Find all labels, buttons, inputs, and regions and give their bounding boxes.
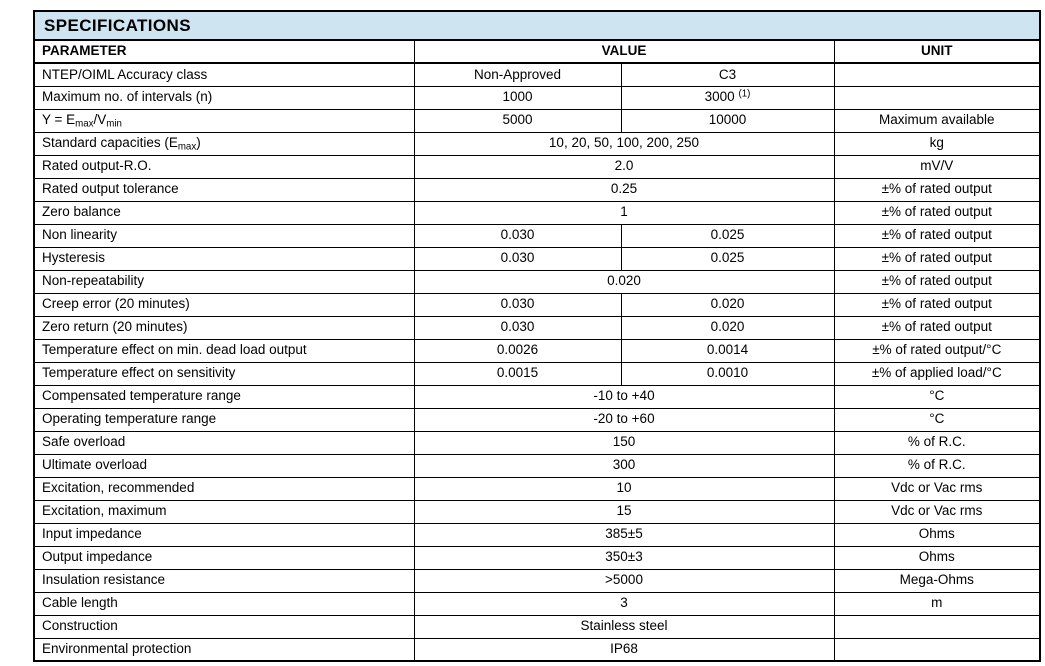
value-cell: 0.020: [621, 293, 834, 316]
unit-cell: ±% of rated output: [834, 270, 1040, 293]
value-cell: 0.0014: [621, 339, 834, 362]
table-row: [34, 270, 1040, 293]
value-cell: 2.0: [414, 155, 834, 178]
table-row: [34, 201, 1040, 224]
unit-cell: Vdc or Vac rms: [834, 500, 1040, 523]
table-row: [34, 132, 1040, 155]
parameter-cell: Ultimate overload: [34, 454, 414, 477]
value-cell: 0.020: [414, 270, 834, 293]
table-row: [34, 569, 1040, 592]
specifications-table: [33, 10, 1041, 662]
table-row: [34, 316, 1040, 339]
value-cell: 10000: [621, 109, 834, 132]
value-cell: 1000: [414, 86, 621, 109]
table-row: [34, 109, 1040, 132]
parameter-cell: Input impedance: [34, 523, 414, 546]
unit-cell: % of R.C.: [834, 431, 1040, 454]
table-row: [34, 339, 1040, 362]
parameter-cell: Rated output tolerance: [34, 178, 414, 201]
parameter-cell: Temperature effect on min. dead load output: [34, 339, 414, 362]
unit-cell: [834, 615, 1040, 638]
value-cell: Non-Approved: [414, 63, 621, 86]
specifications-title: SPECIFICATIONS: [34, 11, 1040, 40]
parameter-cell: Insulation resistance: [34, 569, 414, 592]
table-row: [34, 155, 1040, 178]
parameter-cell: Construction: [34, 615, 414, 638]
unit-cell: Vdc or Vac rms: [834, 477, 1040, 500]
table-row: [34, 500, 1040, 523]
parameter-cell: Temperature effect on sensitivity: [34, 362, 414, 385]
parameter-cell: NTEP/OIML Accuracy class: [34, 63, 414, 86]
column-header-unit: UNIT: [834, 40, 1040, 63]
table-row: [34, 477, 1040, 500]
unit-cell: ±% of rated output/°C: [834, 339, 1040, 362]
value-cell: 0.030: [414, 224, 621, 247]
value-cell: 0.0026: [414, 339, 621, 362]
parameter-cell: Safe overload: [34, 431, 414, 454]
table-row: [34, 63, 1040, 86]
table-row: [34, 86, 1040, 109]
value-cell: 0.25: [414, 178, 834, 201]
value-cell: 0.0015: [414, 362, 621, 385]
datasheet-page: [33, 10, 1039, 662]
parameter-cell: Output impedance: [34, 546, 414, 569]
unit-cell: ±% of rated output: [834, 224, 1040, 247]
unit-cell: °C: [834, 408, 1040, 431]
unit-cell: ±% of rated output: [834, 201, 1040, 224]
table-row: [34, 178, 1040, 201]
table-row: [34, 523, 1040, 546]
column-header-row: [34, 40, 1040, 63]
unit-cell: Maximum available: [834, 109, 1040, 132]
unit-cell: % of R.C.: [834, 454, 1040, 477]
value-cell: 0.030: [414, 316, 621, 339]
value-cell: 10, 20, 50, 100, 200, 250: [414, 132, 834, 155]
parameter-cell: Operating temperature range: [34, 408, 414, 431]
table-row: [34, 224, 1040, 247]
unit-cell: ±% of rated output: [834, 247, 1040, 270]
value-cell: 15: [414, 500, 834, 523]
parameter-cell: Standard capacities $(E_{max})$: [34, 132, 414, 155]
value-cell: 350±3: [414, 546, 834, 569]
parameter-cell: Environmental protection: [34, 638, 414, 661]
value-cell: Stainless steel: [414, 615, 834, 638]
value-cell: 10: [414, 477, 834, 500]
spec-rows-body: [34, 63, 1040, 661]
table-row: [34, 362, 1040, 385]
section-title-band: [34, 11, 1040, 40]
value-cell: IP68: [414, 638, 834, 661]
table-row: [34, 408, 1040, 431]
unit-cell: Ohms: [834, 546, 1040, 569]
value-cell: 3: [414, 592, 834, 615]
value-cell: -20 to +60: [414, 408, 834, 431]
parameter-cell: $Y = E_{max}/V_{min}$: [34, 109, 414, 132]
parameter-cell: Zero balance: [34, 201, 414, 224]
table-row: [34, 293, 1040, 316]
unit-cell: [834, 63, 1040, 86]
value-cell: 0.030: [414, 247, 621, 270]
value-cell: 300: [414, 454, 834, 477]
parameter-cell: Non-repeatability: [34, 270, 414, 293]
parameter-cell: Zero return (20 minutes): [34, 316, 414, 339]
value-cell: 0.030: [414, 293, 621, 316]
value-cell: 0.0010: [621, 362, 834, 385]
unit-cell: kg: [834, 132, 1040, 155]
table-row: [34, 546, 1040, 569]
parameter-cell: Compensated temperature range: [34, 385, 414, 408]
unit-cell: m: [834, 592, 1040, 615]
parameter-cell: Creep error (20 minutes): [34, 293, 414, 316]
parameter-cell: Non linearity: [34, 224, 414, 247]
table-row: [34, 638, 1040, 661]
column-header-value: VALUE: [414, 40, 834, 63]
value-cell: >5000: [414, 569, 834, 592]
value-cell: 0.025: [621, 224, 834, 247]
parameter-cell: Rated output-R.O.: [34, 155, 414, 178]
value-cell: 150: [414, 431, 834, 454]
table-row: [34, 385, 1040, 408]
parameter-cell: Hysteresis: [34, 247, 414, 270]
column-header-parameter: PARAMETER: [34, 40, 414, 63]
value-cell: 385±5: [414, 523, 834, 546]
parameter-cell: Maximum no. of intervals (n): [34, 86, 414, 109]
unit-cell: ±% of rated output: [834, 178, 1040, 201]
unit-cell: Mega-Ohms: [834, 569, 1040, 592]
unit-cell: ±% of rated output: [834, 316, 1040, 339]
unit-cell: mV/V: [834, 155, 1040, 178]
unit-cell: °C: [834, 385, 1040, 408]
table-row: [34, 247, 1040, 270]
value-cell: 0.025: [621, 247, 834, 270]
table-row: [34, 454, 1040, 477]
parameter-cell: Excitation, recommended: [34, 477, 414, 500]
parameter-cell: Excitation, maximum: [34, 500, 414, 523]
table-row: [34, 615, 1040, 638]
unit-cell: [834, 638, 1040, 661]
unit-cell: Ohms: [834, 523, 1040, 546]
table-row: [34, 431, 1040, 454]
unit-cell: [834, 86, 1040, 109]
parameter-cell: Cable length: [34, 592, 414, 615]
table-row: [34, 592, 1040, 615]
value-cell: C3: [621, 63, 834, 86]
value-cell: -10 to +40: [414, 385, 834, 408]
value-cell: 3000 $^{(1)}$: [621, 86, 834, 109]
value-cell: 0.020: [621, 316, 834, 339]
unit-cell: ±% of rated output: [834, 293, 1040, 316]
unit-cell: ±% of applied load/°C: [834, 362, 1040, 385]
value-cell: 5000: [414, 109, 621, 132]
value-cell: 1: [414, 201, 834, 224]
